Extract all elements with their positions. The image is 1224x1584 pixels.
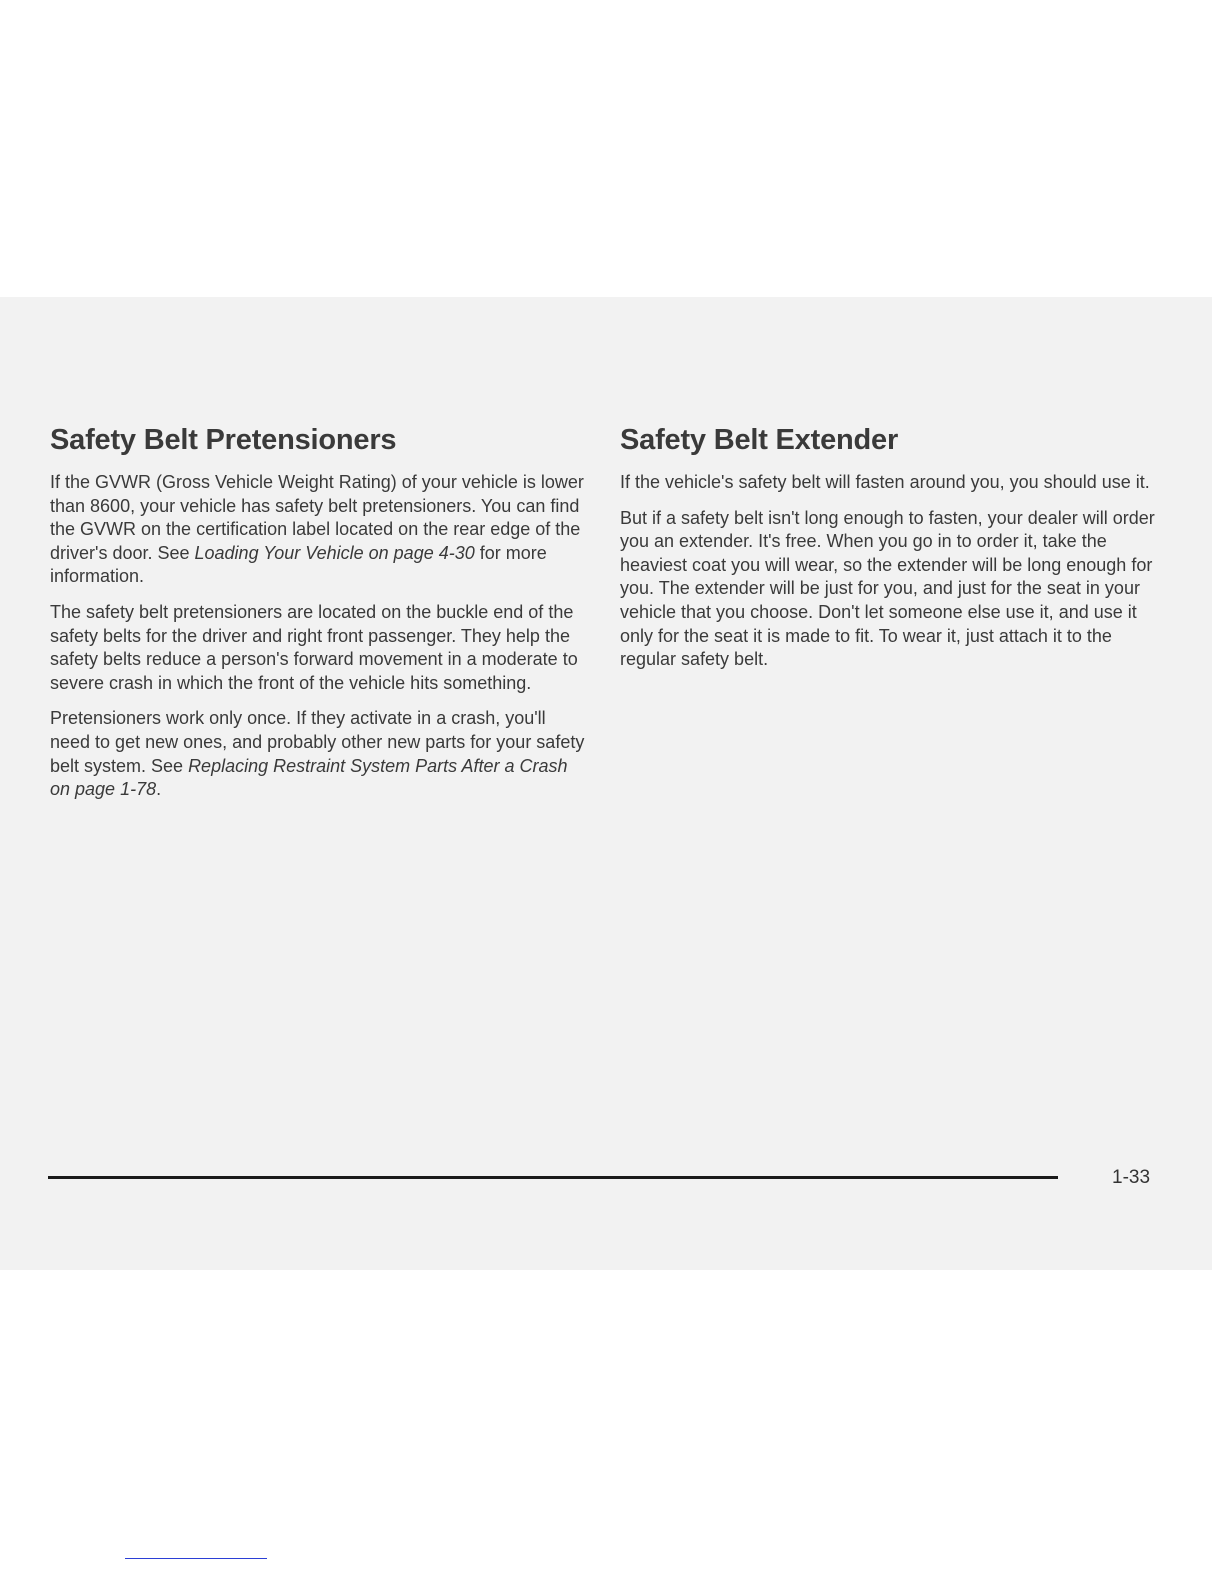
paragraph-text: . [156, 779, 162, 800]
section-title-pretensioners: Safety Belt Pretensioners [50, 424, 397, 456]
page-number: 1-33 [1112, 1167, 1151, 1188]
paragraph-location: The safety belt pretensioners are located on the buckle end of the safety belts for the driver and right front passenger. They help the safety belts reduce a person's forward movement in a moderate to severe crash in which the front of the vehicle hits something. [50, 601, 578, 693]
footer-rule [48, 1176, 1058, 1179]
cross-reference-replacing-parts[interactable]: Replacing Restraint System Parts After a Crash on page 1-78 [50, 755, 568, 800]
paragraph-text: for more information. [50, 542, 547, 587]
extender-section [620, 423, 1160, 684]
paragraph-text: If the GVWR (Gross Vehicle Weight Rating) of your vehicle is lower than 8600, your vehicle has safety belt pretensioners. You can find the GVWR on the certification label located on the rear edge of the driver's door. See [50, 472, 584, 563]
divider-line [125, 1558, 267, 1559]
section-title-extender: Safety Belt Extender [620, 424, 899, 456]
manual-page [0, 297, 1212, 1270]
paragraph-use-belt: If the vehicle's safety belt will fasten around you, you should use it. [620, 472, 1150, 492]
paragraph-gvwr [50, 471, 585, 589]
paragraph-extender-info: But if a safety belt isn't long enough to fasten, your dealer will order you an extender. It's free. When you go in to order it, take the heaviest coat you will wear, so the extender will be long enough for you. The extender will be just for you, and just for the seat in your vehicle that you choose. Don't let someone else use it, and use it only for the seat it is made to fit. To wear it, just attach it to the regular safety belt. [620, 507, 1155, 670]
paragraph-text: Pretensioners work only once. If they activate in a crash, you'll need to get new ones, and probably other new parts for your safety belt system. See [50, 708, 585, 776]
paragraph-work-once [50, 707, 585, 801]
pretensioners-section [50, 423, 585, 814]
cross-reference-loading-vehicle[interactable]: Loading Your Vehicle on page 4-30 [194, 542, 475, 563]
